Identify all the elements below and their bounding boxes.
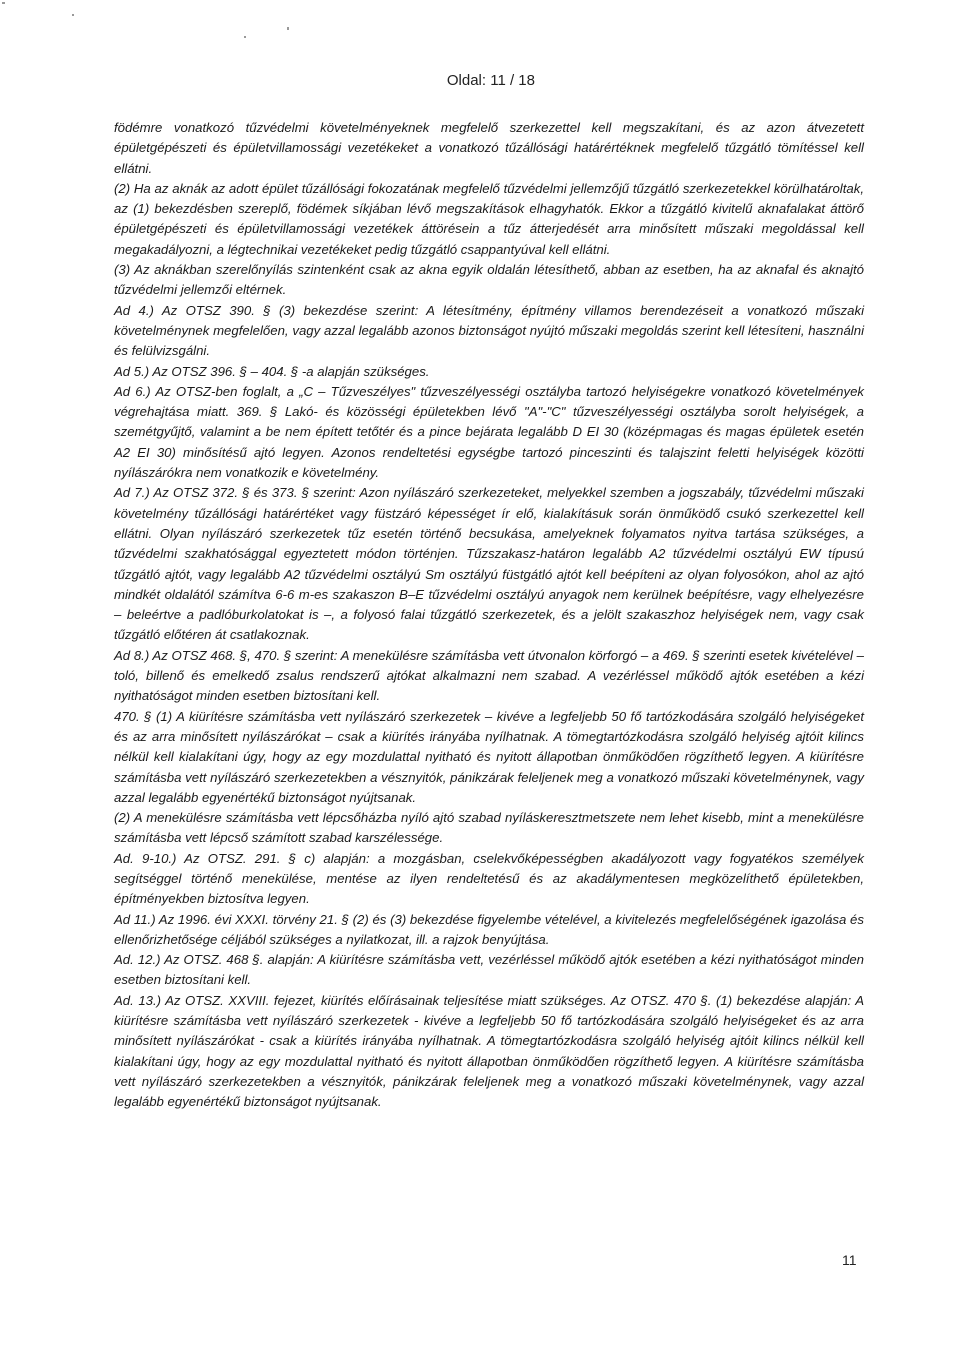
paragraph: (2) Ha az aknák az adott épület tűzállósági fokozatának megfelelő tűzvédelmi jellemzőjű tűzgátló szerkezetekkel körülhatároltak, az (1) bekezdésben szereplő, födémek síkjában lévő megszakítások elhagyhatók. Ekkor a tűzgátló kivitelű aknafalakat áttörő épületgépészeti és épületvillamossági vezetékek áttörésein a tűz átterjedését arra minősített műszaki megoldással kell megakadályozni, a légtechnikai vezetékeket pedig tűzgátló csappantyúval kell ellátni.	[114, 180, 864, 257]
paragraph: Ad 4.) Az OTSZ 390. § (3) bekezdése szerint: A létesítmény, építmény villamos berendezéseit a vonatkozó műszaki követelménynek megfelelően, vagy azzal legalább azonos biztonságot nyújtó műszaki megoldás szerint kell létesíteni, használni és felülvizsgálni.	[114, 302, 864, 359]
paragraph: födémre vonatkozó tűzvédelmi követelményeknek megfelelő szerkezettel kell megszakítani, és az azon átvezetett épületgépészeti és épületvillamossági vezetékeket a vonatkozó tűzállósági határértéknek megfelelő tűzgátló tömítéssel kell ellátni.	[114, 120, 864, 176]
page-number: 11	[842, 1252, 857, 1268]
paragraph: Ad. 12.) Az OTSZ. 468 §. alapján: A kiürítésre számításba vett, vezérléssel működő ajtók esetében a kézi nyithatóságot minden esetben biztosítani kell.	[114, 952, 864, 988]
scan-speck	[2, 2, 5, 4]
scan-speck	[72, 14, 74, 16]
document-body	[114, 118, 864, 1113]
paragraph: Ad 5.) Az OTSZ 396. § – 404. § -a alapján szükséges.	[114, 363, 430, 379]
paragraph: Ad 11.) Az 1996. évi XXXI. törvény 21. § (2) és (3) bekezdése figyelembe vételével, a kivitelezés megfelelőségének igazolása és ellenőrizhetősége céljából szükséges a nyilatkozat, ill. a rajzok benyújtása.	[114, 911, 864, 947]
paragraph: Ad 6.) Az OTSZ-ben foglalt, a „C – Tűzveszélyes" tűzveszélyességi osztályba tartozó helyiségekre vonatkozó követelmények végrehajtása miatt. 369. § Lakó- és közösségi épületekben lévő "A"-"C" tűzveszélyességi osztályba sorolt helyiségek, a szemétgyűjtő, valamint a be nem épített tetőtér és a pince bejárata legalább D EI 30 (középmagas és magas épületek esetén A2 EI 30) minősítésű ajtó legyen. Azonos rendeltetési egységbe tartozó pinceszinti és talajszint feletti helyiségek közötti nyílászárókra nem vonatkozik e követelmény.	[114, 383, 864, 481]
paragraph: Ad. 9-10.) Az OTSZ. 291. § c) alapján: a mozgásban, cselekvőképességben akadályozott vagy fogyatékos személyek segítséggel történő menekülése, mentése az ilyen rendeltetésű és az akadálymentesen megközelíthető épületekben, építményekben biztosítva legyen.	[114, 850, 864, 907]
paragraph: (2) A menekülésre számításba vett lépcsőházba nyíló ajtó szabad nyíláskeresztmetszete nem lehet kisebb, mint a menekülésre számításba vett lépcső számított szabad karszélessége.	[114, 810, 864, 846]
paragraph: Ad 7.) Az OTSZ 372. § és 373. § szerint: Azon nyílászáró szerkezeteket, melyekkel szemben a jogszabály, tűzvédelmi műszaki követelmény tűzállósági határértéket vagy füstzáró képességet ír elő, kialakításuk során önműködő csukó szerkezettel kell ellátni. Olyan nyílászáró szerkezetek tűz esetén történő becsukása, amelyeknek folyamatos nyitva tartása szükséges, a tűzvédelmi szakhatósággal egyeztetett módon történjen. Tűzszakasz-határon legalább A2 tűzvédelmi osztályú EW típusú tűzgátló ajtót, vagy legalább A2 tűzvédelmi osztályú Sm osztályú füstgátló ajtót kell beépíteni az olyan folyosókon, ahol az ajtó mindkét oldalától számítva 6-6 m-es szakaszon B–E tűzvédelmi osztályú anyagok nem kerülnek beépítésre, vagy elhelyezésre – beleértve a padlóburkolatokat is –, a folyosó falai tűzgátló szerkezetek, és a jelölt szakaszhoz helyiségek nem, vagy csak tűzgátló előtéren át csatlakoznak.	[114, 485, 864, 643]
paragraph: Ad. 13.) Az OTSZ. XXVIII. fejezet, kiürítés előírásainak teljesítése miatt szükséges. Az OTSZ. 470 §. (1) bekezdése alapján: A kiürítésre számításba vett nyílászáró szerkezetek - kivéve a legfeljebb 50 fő tartózkodására szolgáló helyiségeket és az arra minősített nyílászárókat - csak a kiürítés irányába nyílhatnak. A tömegtartózkodásra szolgáló helyiség ajtóit kilincs nélkül kell kialakítani úgy, hogy az egy mozdulattal nyitható és nyitott állapotban önműködően rögzíthető legyen. A kiürítésre számításba vett nyílászáró szerkezetekben a vésznyitók, pánikzárak feleljenek meg a vonatkozó műszaki követelménynek, vagy azzal legalább egyenértékű biztonságot nyújtsanak.	[114, 992, 864, 1110]
paragraph: (3) Az aknákban szerelőnyílás szintenként csak az akna egyik oldalán létesíthető, abban az esetben, ha az aknafal és aknajtó tűzvédelmi jellemzői eltérnek.	[114, 262, 864, 298]
page-header: Oldal: 11 / 18	[446, 72, 535, 89]
scan-speck	[287, 27, 289, 30]
paragraph: 470. § (1) A kiürítésre számításba vett nyílászáró szerkezetek – kivéve a legfeljebb 50 fő tartózkodására szolgáló helyiségeket és az arra minősített nyílászárókat – csak a kiürítés irányába nyílhatnak. A tömegtartózkodásra szolgáló helyiség ajtóit kilincs nélkül kell kialakítani úgy, hogy az egy mozdulattal nyitható és nyitott állapotban önműködően rögzíthető legyen. A kiürítésre számításba vett nyílászáró szerkezetekben a vésznyitók, pánikzárak feleljenek meg a vonatkozó műszaki követelménynek, vagy azzal legalább egyenértékű biztonságot nyújtsanak.	[114, 708, 864, 805]
scan-speck	[244, 36, 246, 38]
paragraph: Ad 8.) Az OTSZ 468. §, 470. § szerint: A menekülésre számításba vett útvonalon körforgó – a 469. § szerinti esetek kivételével – toló, billenő és emelkedő zsalus rendszerű ajtókat alkalmazni nem szabad. A vezérléssel működő ajtók esetében a kézi nyithatóságot minden esetben biztosítani kell.	[114, 647, 864, 704]
